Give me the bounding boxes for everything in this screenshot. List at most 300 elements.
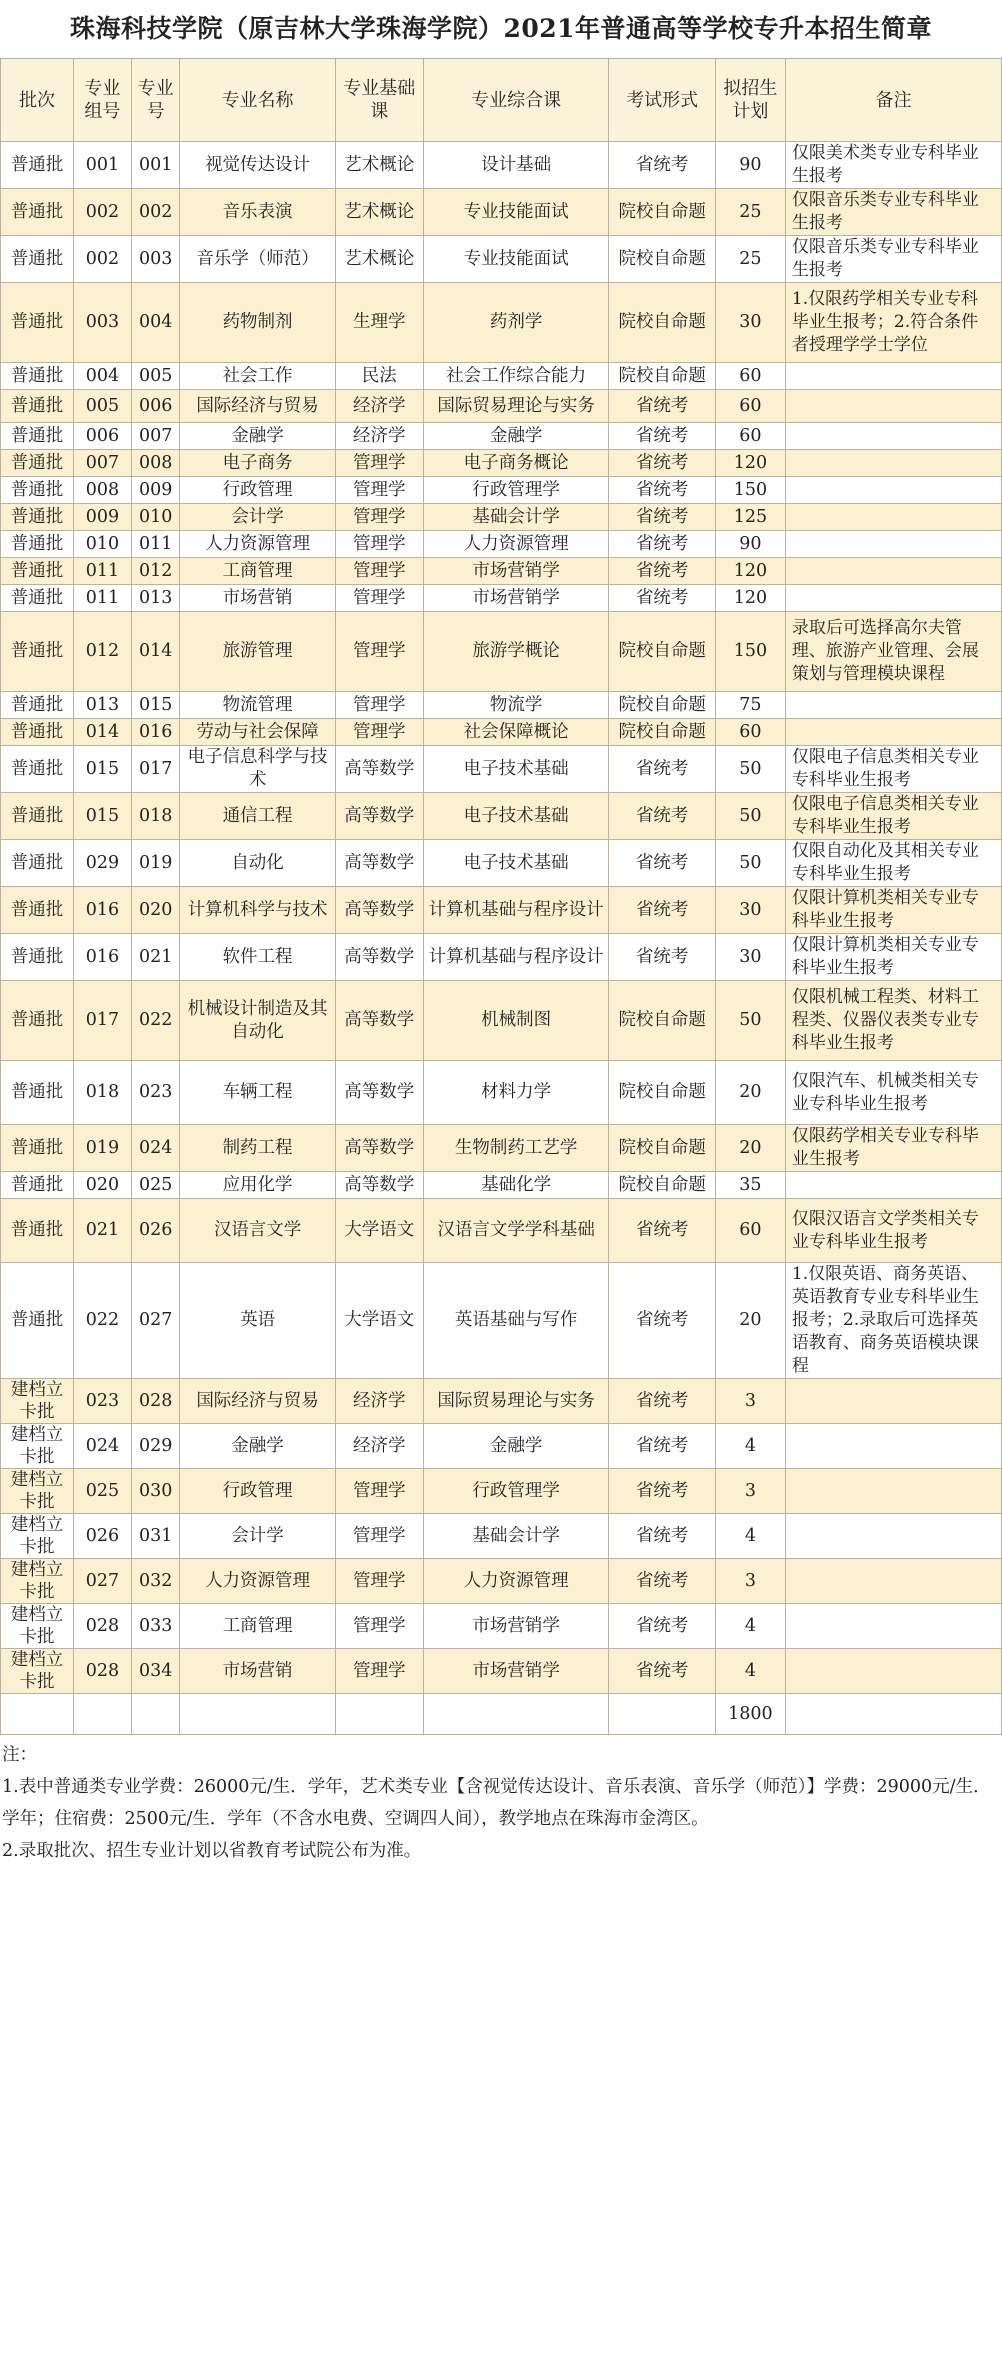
cell-comprehensive: 电子技术基础 [423,840,609,887]
cell-plan: 4 [715,1649,785,1694]
cell-batch: 普通批 [1,450,74,477]
cell-code: 008 [131,450,180,477]
cell-comprehensive: 电子技术基础 [423,793,609,840]
col-header-code: 专业号 [131,59,180,142]
cell-batch: 建档立卡批 [1,1514,74,1559]
enrollment-table [0,58,1002,1735]
table-row [1,504,1002,531]
table-row [1,531,1002,558]
footnote-fees: 1.表中普通类专业学费：26000元/生．学年，艺术类专业【含视觉传达设计、音乐表演、音乐学（师范）】学费：29000元/生．学年；住宿费：2500元/生．学年（不含水电费、空调四人间），教学地点在珠海市金湾区。 [2,1777,991,1829]
cell-group: 007 [74,450,132,477]
cell-major: 视觉传达设计 [180,142,335,189]
table-row [1,1125,1002,1172]
table-row [1,793,1002,840]
cell-plan: 60 [715,719,785,746]
col-header-batch: 批次 [1,59,74,142]
cell-batch: 普通批 [1,236,74,283]
cell-group: 025 [74,1469,132,1514]
cell-batch: 建档立卡批 [1,1469,74,1514]
cell-note: 仅限音乐类专业专科毕业生报考 [785,189,1001,236]
cell-group: 021 [74,1199,132,1263]
cell-exam: 省统考 [609,746,715,793]
cell-comprehensive: 人力资源管理 [423,1559,609,1604]
cell-plan: 20 [715,1263,785,1379]
cell-note [785,477,1001,504]
col-header-plan: 拟招生计划 [715,59,785,142]
table-row [1,142,1002,189]
cell-comprehensive: 行政管理学 [423,1469,609,1514]
cell-code: 005 [131,363,180,390]
col-header-exam: 考试形式 [609,59,715,142]
cell-basic: 管理学 [335,531,423,558]
cell-note: 仅限电子信息类相关专业专科毕业生报考 [785,746,1001,793]
cell-major: 会计学 [180,504,335,531]
cell-note [785,531,1001,558]
table-row [1,840,1002,887]
cell-major: 劳动与社会保障 [180,719,335,746]
table-row [1,1263,1002,1379]
cell-exam: 省统考 [609,531,715,558]
cell-batch: 建档立卡批 [1,1424,74,1469]
cell-major: 旅游管理 [180,612,335,692]
cell-major: 音乐学（师范） [180,236,335,283]
cell-comprehensive: 市场营销学 [423,1604,609,1649]
cell-code: 027 [131,1263,180,1379]
table-row [1,981,1002,1061]
cell-major: 制药工程 [180,1125,335,1172]
cell-exam: 省统考 [609,1469,715,1514]
table-row [1,558,1002,585]
cell-comprehensive: 国际贸易理论与实务 [423,390,609,423]
cell-exam: 省统考 [609,1379,715,1424]
cell-basic: 大学语文 [335,1263,423,1379]
cell-major: 行政管理 [180,477,335,504]
cell-comprehensive: 基础会计学 [423,1514,609,1559]
table-row [1,692,1002,719]
cell-code: 015 [131,692,180,719]
cell-note: 仅限音乐类专业专科毕业生报考 [785,236,1001,283]
cell-code: 022 [131,981,180,1061]
cell-major: 市场营销 [180,1649,335,1694]
table-row [1,450,1002,477]
cell-exam: 院校自命题 [609,981,715,1061]
cell-group: 023 [74,1379,132,1424]
cell-note [785,1469,1001,1514]
cell-note [785,1514,1001,1559]
cell-exam: 省统考 [609,423,715,450]
cell-plan: 30 [715,887,785,934]
cell-exam: 省统考 [609,934,715,981]
cell-basic: 生理学 [335,283,423,363]
cell-code: 028 [131,1379,180,1424]
cell-group: 017 [74,981,132,1061]
cell-note [785,1424,1001,1469]
cell-plan: 60 [715,363,785,390]
cell-exam: 院校自命题 [609,363,715,390]
cell-plan: 3 [715,1469,785,1514]
cell-major: 人力资源管理 [180,1559,335,1604]
cell-code: 019 [131,840,180,887]
cell-major: 汉语言文学 [180,1199,335,1263]
cell-code: 011 [131,531,180,558]
cell-comprehensive: 汉语言文学学科基础 [423,1199,609,1263]
cell-comprehensive: 市场营销学 [423,558,609,585]
cell-plan: 25 [715,236,785,283]
cell-code: 023 [131,1061,180,1125]
cell-code: 001 [131,142,180,189]
cell-note [785,558,1001,585]
cell-basic: 管理学 [335,477,423,504]
cell-batch: 普通批 [1,283,74,363]
cell-note: 仅限汽车、机械类相关专业专科毕业生报考 [785,1061,1001,1125]
cell-code: 020 [131,887,180,934]
cell-code: 009 [131,477,180,504]
cell-comprehensive: 社会保障概论 [423,719,609,746]
cell-batch: 普通批 [1,142,74,189]
cell-exam: 院校自命题 [609,1125,715,1172]
cell-comprehensive: 生物制药工艺学 [423,1125,609,1172]
cell-note: 仅限美术类专业专科毕业生报考 [785,142,1001,189]
cell-batch: 建档立卡批 [1,1604,74,1649]
cell-code: 004 [131,283,180,363]
page-title: 珠海科技学院（原吉林大学珠海学院）2021年普通高等学校专升本招生简章 [69,14,933,43]
cell-exam: 院校自命题 [609,236,715,283]
cell-group: 003 [74,283,132,363]
cell-basic: 高等数学 [335,1125,423,1172]
cell-basic: 经济学 [335,390,423,423]
cell-exam: 省统考 [609,1604,715,1649]
cell-code: 018 [131,793,180,840]
cell-group: 024 [74,1424,132,1469]
col-header-note: 备注 [785,59,1001,142]
cell-exam: 省统考 [609,504,715,531]
cell-group: 010 [74,531,132,558]
table-body [1,142,1002,1694]
cell-exam: 省统考 [609,450,715,477]
cell-note: 仅限机械工程类、材料工程类、仪器仪表类专业专科毕业生报考 [785,981,1001,1061]
cell-major: 应用化学 [180,1172,335,1199]
cell-comprehensive: 电子技术基础 [423,746,609,793]
cell-comprehensive: 社会工作综合能力 [423,363,609,390]
cell-group: 012 [74,612,132,692]
cell-comprehensive: 市场营销学 [423,1649,609,1694]
col-header-group: 专业组号 [74,59,132,142]
total-plan-cell: 1800 [715,1694,785,1735]
cell-code: 016 [131,719,180,746]
cell-major: 自动化 [180,840,335,887]
table-row [1,1469,1002,1514]
footnote-batch: 2.录取批次、招生专业计划以省教育考试院公布为准。 [2,1841,422,1861]
cell-group: 013 [74,692,132,719]
cell-batch: 普通批 [1,585,74,612]
cell-plan: 60 [715,423,785,450]
cell-code: 013 [131,585,180,612]
cell-batch: 普通批 [1,1125,74,1172]
cell-major: 电子信息科学与技术 [180,746,335,793]
cell-major: 音乐表演 [180,189,335,236]
cell-basic: 高等数学 [335,981,423,1061]
cell-exam: 省统考 [609,1199,715,1263]
cell-basic: 艺术概论 [335,189,423,236]
cell-group: 019 [74,1125,132,1172]
cell-code: 024 [131,1125,180,1172]
footnotes [0,1735,1002,1867]
cell-note: 仅限计算机类相关专业专科毕业生报考 [785,934,1001,981]
cell-comprehensive: 金融学 [423,423,609,450]
cell-exam: 院校自命题 [609,612,715,692]
cell-basic: 大学语文 [335,1199,423,1263]
cell-batch: 建档立卡批 [1,1649,74,1694]
cell-basic: 经济学 [335,1379,423,1424]
cell-exam: 省统考 [609,1424,715,1469]
cell-group: 026 [74,1514,132,1559]
cell-code: 003 [131,236,180,283]
cell-basic: 管理学 [335,1559,423,1604]
cell-group: 016 [74,934,132,981]
cell-group: 018 [74,1061,132,1125]
cell-comprehensive: 药剂学 [423,283,609,363]
table-row [1,1172,1002,1199]
cell-group: 028 [74,1649,132,1694]
cell-basic: 经济学 [335,423,423,450]
cell-code: 032 [131,1559,180,1604]
cell-note: 仅限药学相关专业专科毕业生报考 [785,1125,1001,1172]
cell-basic: 高等数学 [335,1061,423,1125]
cell-exam: 院校自命题 [609,283,715,363]
cell-plan: 125 [715,504,785,531]
cell-plan: 20 [715,1061,785,1125]
cell-basic: 管理学 [335,1514,423,1559]
col-header-basic: 专业基础课 [335,59,423,142]
cell-exam: 院校自命题 [609,189,715,236]
cell-group: 015 [74,746,132,793]
cell-batch: 普通批 [1,477,74,504]
cell-code: 030 [131,1469,180,1514]
cell-major: 金融学 [180,1424,335,1469]
table-row [1,887,1002,934]
cell-comprehensive: 行政管理学 [423,477,609,504]
cell-batch: 普通批 [1,793,74,840]
cell-batch: 普通批 [1,423,74,450]
cell-plan: 120 [715,585,785,612]
cell-batch: 普通批 [1,1172,74,1199]
cell-group: 020 [74,1172,132,1199]
table-row [1,1514,1002,1559]
cell-basic: 高等数学 [335,793,423,840]
total-row [1,1694,1002,1735]
cell-note: 1.仅限药学相关专业专科毕业生报考；2.符合条件者授理学学士学位 [785,283,1001,363]
cell-plan: 120 [715,450,785,477]
cell-comprehensive: 市场营销学 [423,585,609,612]
cell-major: 市场营销 [180,585,335,612]
cell-batch: 普通批 [1,934,74,981]
cell-major: 国际经济与贸易 [180,390,335,423]
cell-plan: 30 [715,283,785,363]
cell-plan: 60 [715,390,785,423]
cell-basic: 高等数学 [335,934,423,981]
cell-comprehensive: 计算机基础与程序设计 [423,887,609,934]
cell-basic: 管理学 [335,450,423,477]
table-row [1,477,1002,504]
cell-comprehensive: 电子商务概论 [423,450,609,477]
cell-exam: 省统考 [609,1649,715,1694]
table-row [1,363,1002,390]
cell-basic: 高等数学 [335,1172,423,1199]
cell-note [785,1172,1001,1199]
cell-plan: 90 [715,142,785,189]
cell-batch: 普通批 [1,531,74,558]
cell-basic: 管理学 [335,692,423,719]
table-row [1,934,1002,981]
cell-exam: 省统考 [609,1263,715,1379]
cell-comprehensive: 国际贸易理论与实务 [423,1379,609,1424]
cell-comprehensive: 专业技能面试 [423,189,609,236]
cell-major: 行政管理 [180,1469,335,1514]
cell-group: 027 [74,1559,132,1604]
cell-group: 011 [74,585,132,612]
cell-note [785,423,1001,450]
cell-note [785,1559,1001,1604]
cell-basic: 管理学 [335,1469,423,1514]
cell-group: 008 [74,477,132,504]
cell-comprehensive: 金融学 [423,1424,609,1469]
cell-batch: 建档立卡批 [1,1379,74,1424]
cell-exam: 省统考 [609,1514,715,1559]
cell-plan: 4 [715,1514,785,1559]
table-row [1,1559,1002,1604]
cell-code: 025 [131,1172,180,1199]
table-row [1,1424,1002,1469]
cell-exam: 省统考 [609,390,715,423]
table-row [1,1061,1002,1125]
cell-batch: 普通批 [1,558,74,585]
cell-major: 英语 [180,1263,335,1379]
cell-exam: 省统考 [609,477,715,504]
cell-major: 工商管理 [180,558,335,585]
cell-group: 016 [74,887,132,934]
cell-group: 014 [74,719,132,746]
cell-code: 007 [131,423,180,450]
cell-major: 车辆工程 [180,1061,335,1125]
table-row [1,585,1002,612]
cell-exam: 省统考 [609,558,715,585]
cell-group: 004 [74,363,132,390]
cell-comprehensive: 材料力学 [423,1061,609,1125]
table-row [1,283,1002,363]
cell-code: 026 [131,1199,180,1263]
cell-comprehensive: 计算机基础与程序设计 [423,934,609,981]
cell-basic: 管理学 [335,504,423,531]
cell-plan: 120 [715,558,785,585]
cell-plan: 4 [715,1424,785,1469]
cell-batch: 普通批 [1,887,74,934]
cell-plan: 50 [715,746,785,793]
cell-code: 014 [131,612,180,692]
cell-group: 001 [74,142,132,189]
cell-basic: 管理学 [335,1649,423,1694]
cell-major: 社会工作 [180,363,335,390]
col-header-major: 专业名称 [180,59,335,142]
cell-exam: 省统考 [609,840,715,887]
table-row [1,612,1002,692]
table-row [1,236,1002,283]
cell-major: 通信工程 [180,793,335,840]
cell-batch: 普通批 [1,840,74,887]
cell-basic: 管理学 [335,719,423,746]
cell-basic: 管理学 [335,1604,423,1649]
cell-exam: 省统考 [609,585,715,612]
cell-batch: 普通批 [1,1263,74,1379]
cell-comprehensive: 设计基础 [423,142,609,189]
cell-note [785,1604,1001,1649]
cell-basic: 管理学 [335,585,423,612]
cell-comprehensive: 机械制图 [423,981,609,1061]
cell-major: 计算机科学与技术 [180,887,335,934]
cell-code: 029 [131,1424,180,1469]
cell-group: 009 [74,504,132,531]
cell-note [785,390,1001,423]
cell-basic: 经济学 [335,1424,423,1469]
cell-major: 会计学 [180,1514,335,1559]
cell-code: 034 [131,1649,180,1694]
table-row [1,390,1002,423]
cell-plan: 60 [715,1199,785,1263]
cell-major: 药物制剂 [180,283,335,363]
table-row [1,1604,1002,1649]
cell-exam: 省统考 [609,142,715,189]
cell-code: 006 [131,390,180,423]
table-row [1,1199,1002,1263]
table-header-row [1,59,1002,142]
cell-group: 006 [74,423,132,450]
cell-exam: 院校自命题 [609,1061,715,1125]
cell-note: 1.仅限英语、商务英语、英语教育专业专科毕业生报考；2.录取后可选择英语教育、商务英语模块课程 [785,1263,1001,1379]
cell-note: 仅限自动化及其相关专业专科毕业生报考 [785,840,1001,887]
cell-plan: 50 [715,793,785,840]
cell-note [785,692,1001,719]
cell-batch: 普通批 [1,981,74,1061]
cell-batch: 普通批 [1,612,74,692]
cell-batch: 建档立卡批 [1,1559,74,1604]
cell-code: 017 [131,746,180,793]
cell-batch: 普通批 [1,719,74,746]
cell-code: 010 [131,504,180,531]
cell-batch: 普通批 [1,1199,74,1263]
cell-note [785,1649,1001,1694]
cell-plan: 30 [715,934,785,981]
cell-batch: 普通批 [1,1061,74,1125]
cell-plan: 35 [715,1172,785,1199]
cell-major: 金融学 [180,423,335,450]
cell-major: 物流管理 [180,692,335,719]
table-row [1,423,1002,450]
cell-note [785,719,1001,746]
cell-note [785,1379,1001,1424]
table-row [1,1649,1002,1694]
cell-basic: 管理学 [335,612,423,692]
cell-group: 015 [74,793,132,840]
cell-major: 软件工程 [180,934,335,981]
cell-exam: 省统考 [609,1559,715,1604]
cell-plan: 20 [715,1125,785,1172]
cell-exam: 院校自命题 [609,1172,715,1199]
cell-note: 录取后可选择高尔夫管理、旅游产业管理、会展策划与管理模块课程 [785,612,1001,692]
cell-group: 022 [74,1263,132,1379]
col-header-comprehensive: 专业综合课 [423,59,609,142]
cell-basic: 艺术概论 [335,236,423,283]
cell-major: 人力资源管理 [180,531,335,558]
cell-note [785,363,1001,390]
